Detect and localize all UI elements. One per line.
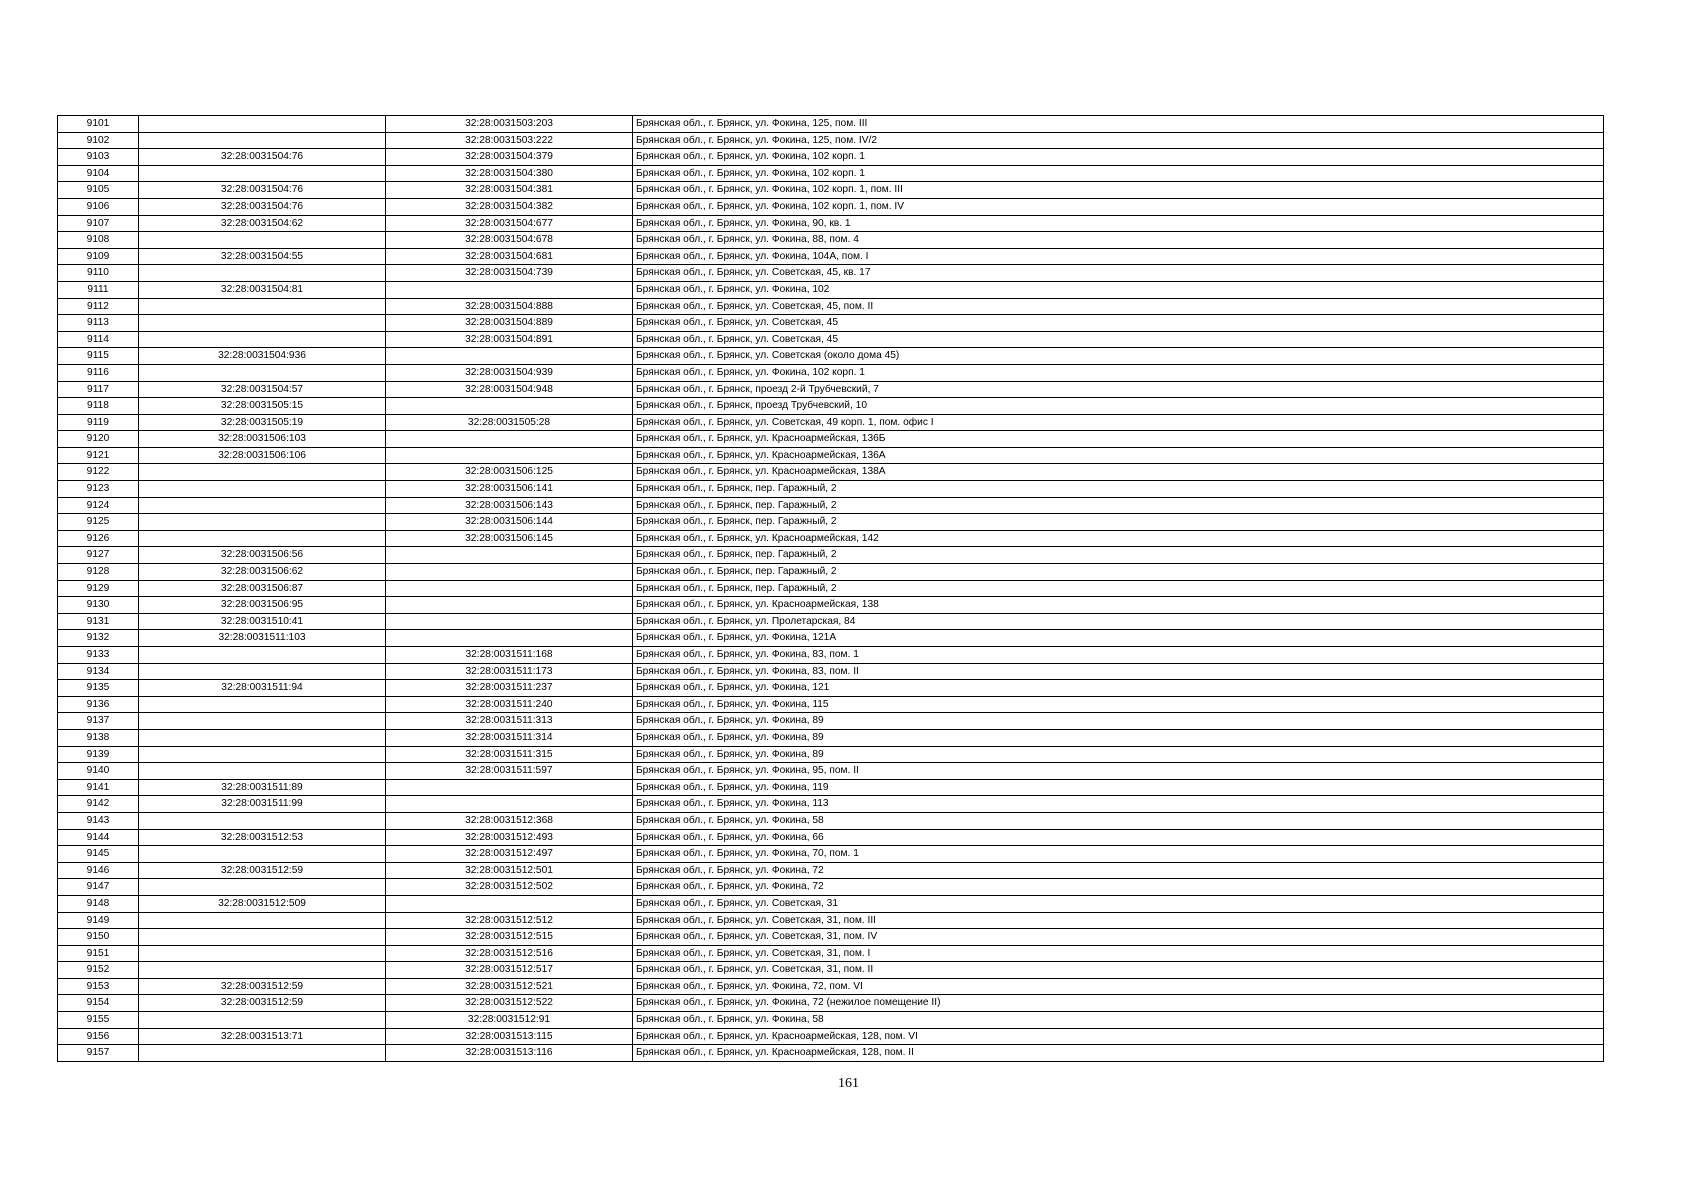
row-number-cell: 9156 (58, 1028, 139, 1045)
object-cadastral-number-cell: 32:28:0031512:512 (386, 912, 633, 929)
object-cadastral-number-cell: 32:28:0031512:91 (386, 1012, 633, 1029)
address-cell: Брянская обл., г. Брянск, пер. Гаражный, 2 (633, 497, 1604, 514)
row-number-cell: 9102 (58, 132, 139, 149)
address-cell: Брянская обл., г. Брянск, ул. Фокина, 119 (633, 779, 1604, 796)
address-cell: Брянская обл., г. Брянск, ул. Красноармейская, 128, пом. II (633, 1045, 1604, 1062)
object-cadastral-number-cell: 32:28:0031506:143 (386, 497, 633, 514)
table-row (58, 497, 1604, 514)
row-number-cell: 9111 (58, 281, 139, 298)
address-cell: Брянская обл., г. Брянск, ул. Фокина, 102 корп. 1 (633, 149, 1604, 166)
table-row (58, 729, 1604, 746)
table-row (58, 315, 1604, 332)
parent-cadastral-number-cell: 32:28:0031504:57 (139, 381, 386, 398)
table-row (58, 248, 1604, 265)
parent-cadastral-number-cell: 32:28:0031505:15 (139, 398, 386, 415)
row-number-cell: 9131 (58, 613, 139, 630)
row-number-cell: 9106 (58, 198, 139, 215)
table-row (58, 812, 1604, 829)
address-cell: Брянская обл., г. Брянск, ул. Фокина, 125, пом. III (633, 116, 1604, 133)
address-cell: Брянская обл., г. Брянск, ул. Советская, 31 (633, 895, 1604, 912)
row-number-cell: 9138 (58, 729, 139, 746)
parent-cadastral-number-cell: 32:28:0031504:76 (139, 149, 386, 166)
parent-cadastral-number-cell: 32:28:0031504:55 (139, 248, 386, 265)
object-cadastral-number-cell (386, 895, 633, 912)
parent-cadastral-number-cell (139, 763, 386, 780)
object-cadastral-number-cell (386, 564, 633, 581)
address-cell: Брянская обл., г. Брянск, ул. Пролетарская, 84 (633, 613, 1604, 630)
object-cadastral-number-cell: 32:28:0031512:515 (386, 929, 633, 946)
parent-cadastral-number-cell (139, 1045, 386, 1062)
object-cadastral-number-cell (386, 613, 633, 630)
object-cadastral-number-cell: 32:28:0031512:497 (386, 846, 633, 863)
object-cadastral-number-cell: 32:28:0031512:502 (386, 879, 633, 896)
table-row (58, 580, 1604, 597)
object-cadastral-number-cell: 32:28:0031511:313 (386, 713, 633, 730)
object-cadastral-number-cell: 32:28:0031512:516 (386, 945, 633, 962)
object-cadastral-number-cell: 32:28:0031511:597 (386, 763, 633, 780)
address-cell: Брянская обл., г. Брянск, ул. Красноармейская, 128, пом. VI (633, 1028, 1604, 1045)
table-row (58, 331, 1604, 348)
table-row (58, 763, 1604, 780)
object-cadastral-number-cell: 32:28:0031512:493 (386, 829, 633, 846)
parent-cadastral-number-cell (139, 132, 386, 149)
row-number-cell: 9135 (58, 680, 139, 697)
parent-cadastral-number-cell: 32:28:0031511:89 (139, 779, 386, 796)
parent-cadastral-number-cell: 32:28:0031511:103 (139, 630, 386, 647)
parent-cadastral-number-cell: 32:28:0031512:59 (139, 995, 386, 1012)
table-row (58, 613, 1604, 630)
address-cell: Брянская обл., г. Брянск, ул. Советская, 31, пом. I (633, 945, 1604, 962)
address-cell: Брянская обл., г. Брянск, ул. Фокина, 95, пом. II (633, 763, 1604, 780)
parent-cadastral-number-cell (139, 298, 386, 315)
address-cell: Брянская обл., г. Брянск, пер. Гаражный, 2 (633, 514, 1604, 531)
parent-cadastral-number-cell (139, 729, 386, 746)
row-number-cell: 9150 (58, 929, 139, 946)
table-row (58, 1028, 1604, 1045)
address-cell: Брянская обл., г. Брянск, ул. Советская, 31, пом. III (633, 912, 1604, 929)
table-row (58, 962, 1604, 979)
row-number-cell: 9104 (58, 165, 139, 182)
object-cadastral-number-cell: 32:28:0031504:380 (386, 165, 633, 182)
table-row (58, 1012, 1604, 1029)
object-cadastral-number-cell: 32:28:0031512:521 (386, 978, 633, 995)
row-number-cell: 9140 (58, 763, 139, 780)
row-number-cell: 9120 (58, 431, 139, 448)
table-row (58, 995, 1604, 1012)
parent-cadastral-number-cell: 32:28:0031505:19 (139, 414, 386, 431)
row-number-cell: 9155 (58, 1012, 139, 1029)
address-cell: Брянская обл., г. Брянск, ул. Советская, 45, кв. 17 (633, 265, 1604, 282)
address-cell: Брянская обл., г. Брянск, ул. Фокина, 115 (633, 696, 1604, 713)
row-number-cell: 9117 (58, 381, 139, 398)
table-row (58, 165, 1604, 182)
row-number-cell: 9141 (58, 779, 139, 796)
row-number-cell: 9142 (58, 796, 139, 813)
address-cell: Брянская обл., г. Брянск, ул. Фокина, 90, кв. 1 (633, 215, 1604, 232)
parent-cadastral-number-cell (139, 530, 386, 547)
parent-cadastral-number-cell (139, 315, 386, 332)
address-cell: Брянская обл., г. Брянск, ул. Советская, 45 (633, 331, 1604, 348)
table-row (58, 713, 1604, 730)
object-cadastral-number-cell: 32:28:0031504:678 (386, 232, 633, 249)
object-cadastral-number-cell (386, 281, 633, 298)
address-cell: Брянская обл., г. Брянск, пер. Гаражный, 2 (633, 580, 1604, 597)
parent-cadastral-number-cell: 32:28:0031506:106 (139, 447, 386, 464)
address-cell: Брянская обл., г. Брянск, пер. Гаражный, 2 (633, 481, 1604, 498)
address-cell: Брянская обл., г. Брянск, проезд Трубчевский, 10 (633, 398, 1604, 415)
address-cell: Брянская обл., г. Брянск, ул. Советская, 45, пом. II (633, 298, 1604, 315)
address-cell: Брянская обл., г. Брянск, пер. Гаражный, 2 (633, 547, 1604, 564)
table-row (58, 431, 1604, 448)
object-cadastral-number-cell (386, 796, 633, 813)
row-number-cell: 9152 (58, 962, 139, 979)
table-row (58, 398, 1604, 415)
table-row (58, 945, 1604, 962)
row-number-cell: 9146 (58, 862, 139, 879)
object-cadastral-number-cell: 32:28:0031504:939 (386, 364, 633, 381)
table-row (58, 182, 1604, 199)
parent-cadastral-number-cell (139, 464, 386, 481)
object-cadastral-number-cell: 32:28:0031504:381 (386, 182, 633, 199)
row-number-cell: 9108 (58, 232, 139, 249)
parent-cadastral-number-cell: 32:28:0031506:95 (139, 597, 386, 614)
object-cadastral-number-cell: 32:28:0031504:681 (386, 248, 633, 265)
table-row (58, 630, 1604, 647)
address-cell: Брянская обл., г. Брянск, ул. Красноармейская, 142 (633, 530, 1604, 547)
object-cadastral-number-cell: 32:28:0031504:739 (386, 265, 633, 282)
object-cadastral-number-cell: 32:28:0031511:240 (386, 696, 633, 713)
row-number-cell: 9116 (58, 364, 139, 381)
parent-cadastral-number-cell (139, 497, 386, 514)
row-number-cell: 9123 (58, 481, 139, 498)
row-number-cell: 9109 (58, 248, 139, 265)
object-cadastral-number-cell: 32:28:0031513:115 (386, 1028, 633, 1045)
object-cadastral-number-cell: 32:28:0031512:522 (386, 995, 633, 1012)
registry-table (57, 115, 1604, 1062)
parent-cadastral-number-cell: 32:28:0031504:81 (139, 281, 386, 298)
row-number-cell: 9126 (58, 530, 139, 547)
table-row (58, 381, 1604, 398)
object-cadastral-number-cell: 32:28:0031504:382 (386, 198, 633, 215)
parent-cadastral-number-cell: 32:28:0031511:94 (139, 680, 386, 697)
parent-cadastral-number-cell: 32:28:0031506:103 (139, 431, 386, 448)
parent-cadastral-number-cell: 32:28:0031512:59 (139, 978, 386, 995)
object-cadastral-number-cell: 32:28:0031506:125 (386, 464, 633, 481)
object-cadastral-number-cell: 32:28:0031512:517 (386, 962, 633, 979)
table-row (58, 414, 1604, 431)
row-number-cell: 9133 (58, 647, 139, 664)
address-cell: Брянская обл., г. Брянск, ул. Красноармейская, 136Б (633, 431, 1604, 448)
address-cell: Брянская обл., г. Брянск, ул. Фокина, 89 (633, 729, 1604, 746)
row-number-cell: 9153 (58, 978, 139, 995)
object-cadastral-number-cell (386, 580, 633, 597)
parent-cadastral-number-cell (139, 929, 386, 946)
row-number-cell: 9144 (58, 829, 139, 846)
row-number-cell: 9110 (58, 265, 139, 282)
address-cell: Брянская обл., г. Брянск, ул. Фокина, 89 (633, 713, 1604, 730)
parent-cadastral-number-cell (139, 165, 386, 182)
address-cell: Брянская обл., г. Брянск, ул. Фокина, 72 (нежилое помещение II) (633, 995, 1604, 1012)
row-number-cell: 9107 (58, 215, 139, 232)
row-number-cell: 9129 (58, 580, 139, 597)
object-cadastral-number-cell: 32:28:0031513:116 (386, 1045, 633, 1062)
parent-cadastral-number-cell: 32:28:0031504:62 (139, 215, 386, 232)
page-number: 161 (838, 1076, 859, 1091)
table-row (58, 514, 1604, 531)
address-cell: Брянская обл., г. Брянск, ул. Фокина, 104А, пом. I (633, 248, 1604, 265)
table-row (58, 232, 1604, 249)
address-cell: Брянская обл., г. Брянск, ул. Советская, 45 (633, 315, 1604, 332)
parent-cadastral-number-cell: 32:28:0031512:53 (139, 829, 386, 846)
address-cell: Брянская обл., г. Брянск, пер. Гаражный, 2 (633, 564, 1604, 581)
row-number-cell: 9136 (58, 696, 139, 713)
parent-cadastral-number-cell (139, 232, 386, 249)
address-cell: Брянская обл., г. Брянск, ул. Фокина, 102 корп. 1, пом. III (633, 182, 1604, 199)
row-number-cell: 9127 (58, 547, 139, 564)
parent-cadastral-number-cell (139, 812, 386, 829)
row-number-cell: 9134 (58, 663, 139, 680)
parent-cadastral-number-cell (139, 945, 386, 962)
table-row (58, 796, 1604, 813)
address-cell: Брянская обл., г. Брянск, проезд 2-й Трубчевский, 7 (633, 381, 1604, 398)
row-number-cell: 9101 (58, 116, 139, 133)
parent-cadastral-number-cell (139, 331, 386, 348)
parent-cadastral-number-cell (139, 1012, 386, 1029)
table-row (58, 647, 1604, 664)
parent-cadastral-number-cell: 32:28:0031512:59 (139, 862, 386, 879)
table-row (58, 265, 1604, 282)
row-number-cell: 9139 (58, 746, 139, 763)
row-number-cell: 9154 (58, 995, 139, 1012)
row-number-cell: 9115 (58, 348, 139, 365)
object-cadastral-number-cell: 32:28:0031506:145 (386, 530, 633, 547)
row-number-cell: 9112 (58, 298, 139, 315)
parent-cadastral-number-cell (139, 696, 386, 713)
row-number-cell: 9148 (58, 895, 139, 912)
object-cadastral-number-cell (386, 447, 633, 464)
object-cadastral-number-cell: 32:28:0031511:315 (386, 746, 633, 763)
row-number-cell: 9103 (58, 149, 139, 166)
parent-cadastral-number-cell: 32:28:0031511:99 (139, 796, 386, 813)
object-cadastral-number-cell: 32:28:0031511:237 (386, 680, 633, 697)
row-number-cell: 9151 (58, 945, 139, 962)
row-number-cell: 9105 (58, 182, 139, 199)
table-row (58, 215, 1604, 232)
address-cell: Брянская обл., г. Брянск, ул. Фокина, 102 (633, 281, 1604, 298)
parent-cadastral-number-cell (139, 364, 386, 381)
address-cell: Брянская обл., г. Брянск, ул. Советская, 31, пом. IV (633, 929, 1604, 946)
address-cell: Брянская обл., г. Брянск, ул. Фокина, 88, пом. 4 (633, 232, 1604, 249)
table-row (58, 862, 1604, 879)
address-cell: Брянская обл., г. Брянск, ул. Фокина, 72 (633, 879, 1604, 896)
row-number-cell: 9125 (58, 514, 139, 531)
table-row (58, 298, 1604, 315)
table-row (58, 348, 1604, 365)
address-cell: Брянская обл., г. Брянск, ул. Красноармейская, 136А (633, 447, 1604, 464)
object-cadastral-number-cell: 32:28:0031511:314 (386, 729, 633, 746)
address-cell: Брянская обл., г. Брянск, ул. Фокина, 113 (633, 796, 1604, 813)
row-number-cell: 9143 (58, 812, 139, 829)
table-row (58, 530, 1604, 547)
row-number-cell: 9118 (58, 398, 139, 415)
object-cadastral-number-cell: 32:28:0031506:141 (386, 481, 633, 498)
object-cadastral-number-cell (386, 398, 633, 415)
object-cadastral-number-cell: 32:28:0031503:222 (386, 132, 633, 149)
object-cadastral-number-cell (386, 547, 633, 564)
row-number-cell: 9147 (58, 879, 139, 896)
address-cell: Брянская обл., г. Брянск, ул. Советская (около дома 45) (633, 348, 1604, 365)
address-cell: Брянская обл., г. Брянск, ул. Фокина, 89 (633, 746, 1604, 763)
table-row (58, 116, 1604, 133)
table-row (58, 149, 1604, 166)
table-row (58, 696, 1604, 713)
address-cell: Брянская обл., г. Брянск, ул. Фокина, 125, пом. IV/2 (633, 132, 1604, 149)
parent-cadastral-number-cell: 32:28:0031504:76 (139, 198, 386, 215)
parent-cadastral-number-cell: 32:28:0031512:509 (139, 895, 386, 912)
parent-cadastral-number-cell (139, 647, 386, 664)
table-row (58, 132, 1604, 149)
address-cell: Брянская обл., г. Брянск, ул. Фокина, 58 (633, 812, 1604, 829)
table-row (58, 895, 1604, 912)
table-row (58, 1045, 1604, 1062)
address-cell: Брянская обл., г. Брянск, ул. Красноармейская, 138 (633, 597, 1604, 614)
object-cadastral-number-cell: 32:28:0031504:948 (386, 381, 633, 398)
object-cadastral-number-cell: 32:28:0031504:677 (386, 215, 633, 232)
parent-cadastral-number-cell (139, 879, 386, 896)
parent-cadastral-number-cell (139, 265, 386, 282)
parent-cadastral-number-cell (139, 481, 386, 498)
object-cadastral-number-cell: 32:28:0031503:203 (386, 116, 633, 133)
table-row (58, 663, 1604, 680)
parent-cadastral-number-cell: 32:28:0031504:76 (139, 182, 386, 199)
row-number-cell: 9130 (58, 597, 139, 614)
object-cadastral-number-cell (386, 779, 633, 796)
object-cadastral-number-cell: 32:28:0031504:891 (386, 331, 633, 348)
address-cell: Брянская обл., г. Брянск, ул. Фокина, 58 (633, 1012, 1604, 1029)
table-row (58, 912, 1604, 929)
address-cell: Брянская обл., г. Брянск, ул. Фокина, 70, пом. 1 (633, 846, 1604, 863)
object-cadastral-number-cell: 32:28:0031511:173 (386, 663, 633, 680)
object-cadastral-number-cell: 32:28:0031504:379 (386, 149, 633, 166)
row-number-cell: 9128 (58, 564, 139, 581)
parent-cadastral-number-cell (139, 746, 386, 763)
parent-cadastral-number-cell: 32:28:0031506:56 (139, 547, 386, 564)
table-row (58, 846, 1604, 863)
address-cell: Брянская обл., г. Брянск, ул. Советская, 49 корп. 1, пом. офис I (633, 414, 1604, 431)
address-cell: Брянская обл., г. Брянск, ул. Фокина, 102 корп. 1, пом. IV (633, 198, 1604, 215)
row-number-cell: 9157 (58, 1045, 139, 1062)
row-number-cell: 9124 (58, 497, 139, 514)
address-cell: Брянская обл., г. Брянск, ул. Фокина, 66 (633, 829, 1604, 846)
table-row (58, 597, 1604, 614)
object-cadastral-number-cell: 32:28:0031511:168 (386, 647, 633, 664)
table-row (58, 978, 1604, 995)
parent-cadastral-number-cell: 32:28:0031513:71 (139, 1028, 386, 1045)
row-number-cell: 9121 (58, 447, 139, 464)
table-row (58, 746, 1604, 763)
table-row (58, 879, 1604, 896)
address-cell: Брянская обл., г. Брянск, ул. Фокина, 121А (633, 630, 1604, 647)
table-row (58, 464, 1604, 481)
row-number-cell: 9114 (58, 331, 139, 348)
row-number-cell: 9119 (58, 414, 139, 431)
address-cell: Брянская обл., г. Брянск, ул. Фокина, 72, пом. VI (633, 978, 1604, 995)
address-cell: Брянская обл., г. Брянск, ул. Советская, 31, пом. II (633, 962, 1604, 979)
parent-cadastral-number-cell (139, 713, 386, 730)
address-cell: Брянская обл., г. Брянск, ул. Фокина, 102 корп. 1 (633, 364, 1604, 381)
address-cell: Брянская обл., г. Брянск, ул. Фокина, 102 корп. 1 (633, 165, 1604, 182)
parent-cadastral-number-cell: 32:28:0031506:87 (139, 580, 386, 597)
parent-cadastral-number-cell: 32:28:0031504:936 (139, 348, 386, 365)
address-cell: Брянская обл., г. Брянск, ул. Фокина, 83, пом. 1 (633, 647, 1604, 664)
object-cadastral-number-cell: 32:28:0031512:368 (386, 812, 633, 829)
table-row (58, 364, 1604, 381)
row-number-cell: 9149 (58, 912, 139, 929)
parent-cadastral-number-cell (139, 962, 386, 979)
parent-cadastral-number-cell: 32:28:0031510:41 (139, 613, 386, 630)
table-row (58, 829, 1604, 846)
table-row (58, 281, 1604, 298)
table-row (58, 481, 1604, 498)
table-row (58, 198, 1604, 215)
parent-cadastral-number-cell (139, 846, 386, 863)
parent-cadastral-number-cell (139, 116, 386, 133)
object-cadastral-number-cell: 32:28:0031505:28 (386, 414, 633, 431)
row-number-cell: 9137 (58, 713, 139, 730)
parent-cadastral-number-cell (139, 663, 386, 680)
object-cadastral-number-cell (386, 348, 633, 365)
address-cell: Брянская обл., г. Брянск, ул. Фокина, 83, пом. II (633, 663, 1604, 680)
registry-table-body (58, 116, 1604, 1062)
object-cadastral-number-cell (386, 597, 633, 614)
parent-cadastral-number-cell (139, 514, 386, 531)
object-cadastral-number-cell (386, 630, 633, 647)
table-row (58, 547, 1604, 564)
object-cadastral-number-cell: 32:28:0031506:144 (386, 514, 633, 531)
table-row (58, 680, 1604, 697)
table-row (58, 564, 1604, 581)
table-row (58, 447, 1604, 464)
address-cell: Брянская обл., г. Брянск, ул. Красноармейская, 138А (633, 464, 1604, 481)
parent-cadastral-number-cell (139, 912, 386, 929)
object-cadastral-number-cell: 32:28:0031504:889 (386, 315, 633, 332)
table-row (58, 779, 1604, 796)
row-number-cell: 9132 (58, 630, 139, 647)
object-cadastral-number-cell (386, 431, 633, 448)
parent-cadastral-number-cell: 32:28:0031506:62 (139, 564, 386, 581)
address-cell: Брянская обл., г. Брянск, ул. Фокина, 72 (633, 862, 1604, 879)
row-number-cell: 9113 (58, 315, 139, 332)
row-number-cell: 9122 (58, 464, 139, 481)
table-row (58, 929, 1604, 946)
object-cadastral-number-cell: 32:28:0031512:501 (386, 862, 633, 879)
object-cadastral-number-cell: 32:28:0031504:888 (386, 298, 633, 315)
address-cell: Брянская обл., г. Брянск, ул. Фокина, 121 (633, 680, 1604, 697)
row-number-cell: 9145 (58, 846, 139, 863)
